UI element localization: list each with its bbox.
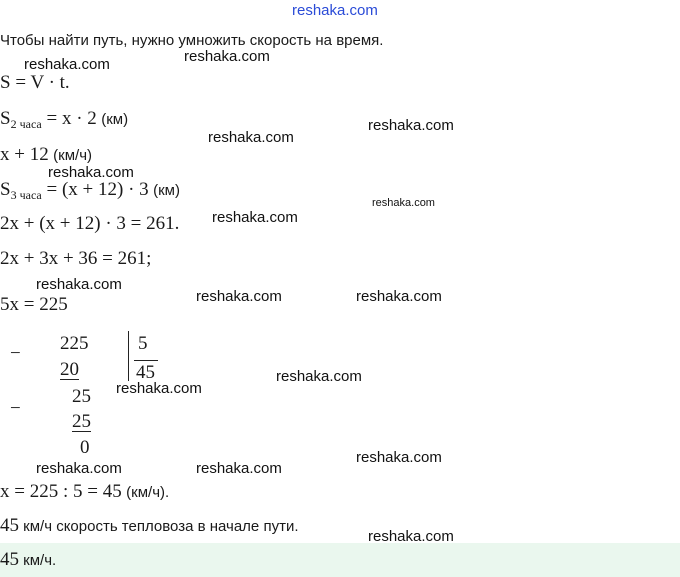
result-expression: x = 225 : 5 = 45	[0, 481, 122, 502]
watermark-top: reshaka.com	[292, 2, 378, 19]
speed-line	[0, 144, 92, 166]
watermark: reshaka.com	[48, 164, 134, 181]
s3-unit: (км)	[153, 182, 180, 199]
formula-line: S = V · t.	[0, 72, 70, 93]
division-final-remainder: 0	[80, 437, 90, 458]
s3-expression: = (x + 12) · 3	[41, 179, 149, 200]
answer-box	[0, 543, 680, 577]
division-remainder: 25	[72, 386, 91, 407]
division-minus-2: −	[10, 398, 21, 419]
watermark: reshaka.com	[368, 528, 454, 545]
watermark: reshaka.com	[212, 209, 298, 226]
speed-unit: (км/ч)	[53, 147, 93, 164]
equation-2: 2x + 3x + 36 = 261;	[0, 248, 152, 269]
s3-symbol: S	[0, 179, 11, 200]
equation-3: 5x = 225	[0, 294, 68, 315]
result-unit: (км/ч).	[126, 484, 170, 501]
watermark: reshaka.com	[196, 460, 282, 477]
watermark: reshaka.com	[368, 117, 454, 134]
answer-text: км/ч.	[19, 552, 57, 569]
watermark: reshaka.com	[36, 460, 122, 477]
speed-expression: x + 12	[0, 144, 49, 165]
watermark: reshaka.com	[36, 276, 122, 293]
s2-line	[0, 108, 128, 132]
intro-text: Чтобы найти путь, нужно умножить скорость на время.	[0, 32, 384, 49]
watermark: reshaka.com	[208, 129, 294, 146]
watermark: reshaka.com	[356, 288, 442, 305]
division-dividend: 225	[60, 333, 89, 354]
watermark: reshaka.com	[372, 197, 435, 209]
division-vertical-bar	[128, 331, 129, 381]
conclusion-number: 45	[0, 515, 19, 536]
watermark: reshaka.com	[356, 449, 442, 466]
result-line	[0, 481, 169, 503]
equation-1: 2x + (x + 12) · 3 = 261.	[0, 213, 180, 234]
watermark: reshaka.com	[184, 48, 270, 65]
answer-number: 45	[0, 549, 19, 570]
s2-unit: (км)	[101, 111, 129, 128]
watermark: reshaka.com	[24, 56, 110, 73]
s3-line	[0, 179, 180, 203]
division-quotient: 45	[136, 362, 155, 383]
s3-subscript: 3 часа	[10, 188, 42, 202]
s2-expression: = x · 2	[41, 108, 97, 129]
conclusion-text: км/ч скорость тепловоза в начале пути.	[19, 518, 299, 535]
watermark: reshaka.com	[276, 368, 362, 385]
division-horizontal-bar	[134, 360, 158, 361]
watermark: reshaka.com	[196, 288, 282, 305]
watermark: reshaka.com	[116, 380, 202, 397]
answer-line	[0, 549, 56, 571]
division-divisor: 5	[138, 333, 148, 354]
division-minus-1: −	[10, 343, 21, 364]
division-subtrahend-2: 25	[72, 411, 91, 432]
conclusion-line	[0, 515, 299, 537]
s2-symbol: S	[0, 108, 11, 129]
s2-subscript: 2 часа	[10, 117, 42, 131]
division-subtrahend-1: 20	[60, 359, 79, 380]
